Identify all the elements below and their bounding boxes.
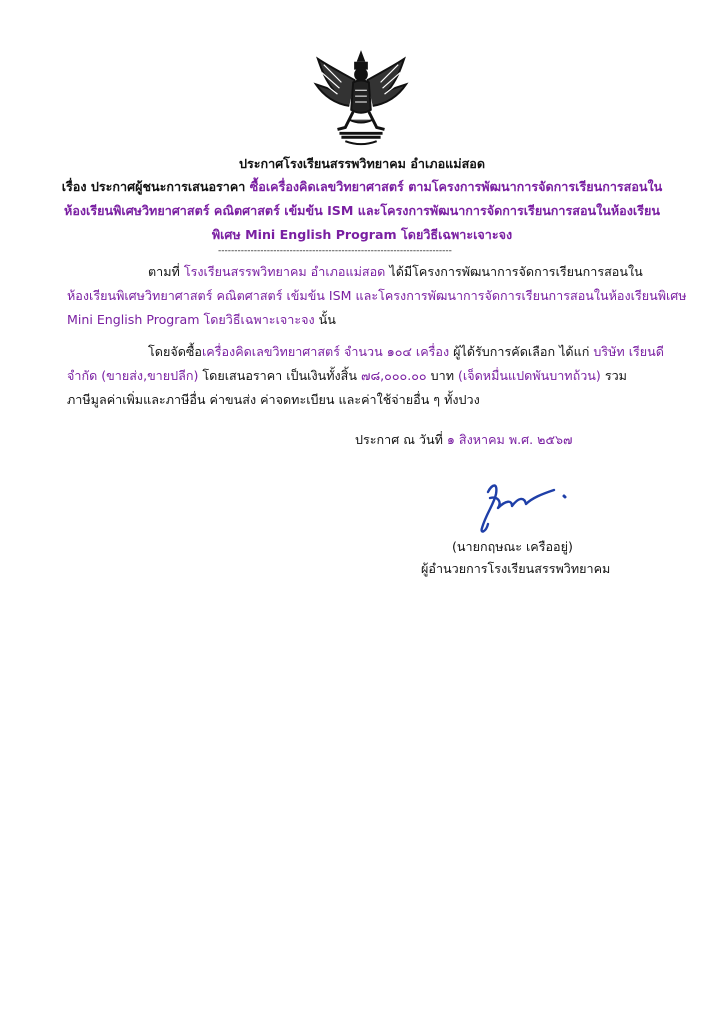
date-value: ๑ สิงหาคม พ.ศ. ๒๕๖๗	[446, 432, 573, 447]
paragraph-1-line-1	[148, 264, 643, 280]
paragraph-1-line-3	[67, 312, 336, 328]
p1-text-a: ตามที่	[148, 264, 180, 279]
subject-line-1	[0, 179, 724, 195]
paragraph-1-line-2	[67, 288, 687, 304]
p1-school-name: โรงเรียนสรรพวิทยาคม อำเภอแม่สอด	[183, 264, 386, 279]
p2-text-b: โดยเสนอราคา เป็นเงินทั้งสิ้น	[202, 368, 357, 383]
p2-text-c: ผู้ได้รับการคัดเลือก ได้แก่	[453, 344, 590, 359]
paragraph-2-line-1	[148, 344, 664, 360]
subject-line3-text: พิเศษ Mini English Program โดยวิธีเฉพาะเจาะจง	[211, 227, 513, 242]
p2-line3-text: ภาษีมูลค่าเพิ่มและภาษีอื่น ค่าขนส่ง ค่าจดทะเบียน และค่าใช้จ่ายอื่น ๆ ทั้งปวง	[67, 392, 480, 407]
p1-text-c: ได้มีโครงการพัฒนาการจัดการเรียนการสอนใน	[389, 264, 643, 279]
p2-vendor: บริษัท เรียนดี	[593, 344, 664, 359]
p1-line3-end: นั้น	[318, 312, 336, 327]
date-prefix: ประกาศ ณ วันที่	[355, 432, 443, 447]
signatory-position-text: ผู้อำนวยการโรงเรียนสรรพวิทยาคม	[421, 561, 611, 576]
paragraph-2-line-3	[67, 392, 480, 408]
subject-line-2	[0, 203, 724, 219]
p1-line2-text: ห้องเรียนพิเศษวิทยาศาสตร์ คณิตศาสตร์ เข้มข้น ISM และโครงการพัฒนาการจัดการเรียนการสอนในห้องเรียนพิเศษ	[67, 288, 687, 303]
p2-amount-words: (เจ็ดหมื่นแปดพันบาทถ้วน)	[458, 368, 601, 383]
signatory-position	[421, 561, 610, 577]
signatory-name-text: (นายกฤษณะ เครืออยู่)	[452, 539, 573, 554]
subject-line-3	[0, 227, 724, 243]
p2-vendor-cont: จำกัด (ขายส่ง,ขายปลีก)	[67, 368, 199, 383]
signatory-name	[452, 539, 573, 555]
announcement-header	[0, 156, 724, 172]
p2-text-a: โดยจัดซื้อ	[148, 344, 202, 359]
garuda-emblem-icon	[312, 50, 410, 150]
subject-prefix: เรื่อง ประกาศผู้ชนะการเสนอราคา	[61, 179, 246, 194]
handwritten-signature	[468, 474, 568, 536]
header-text: ประกาศโรงเรียนสรรพวิทยาคม อำเภอแม่สอด	[238, 156, 486, 171]
subject-line2-text: ห้องเรียนพิเศษวิทยาศาสตร์ คณิตศาสตร์ เข้มข้น ISM และโครงการพัฒนาการจัดการเรียนการสอนในห้องเรียน	[64, 203, 660, 218]
p1-program-name: Mini English Program โดยวิธีเฉพาะเจาะจง	[67, 312, 315, 327]
p2-amount: ๗๘,๐๐๐.๐๐	[360, 368, 427, 383]
p2-text-f: รวม	[604, 368, 627, 383]
p2-currency: บาท	[430, 368, 454, 383]
paragraph-2-line-2	[67, 368, 627, 384]
subject-line1-rest: ซื้อเครื่องคิดเลขวิทยาศาสตร์ ตามโครงการพัฒนาการจัดการเรียนการสอนใน	[249, 179, 663, 194]
p2-item: เครื่องคิดเลขวิทยาศาสตร์ จำนวน ๑๐๔ เครื่อง	[202, 344, 450, 359]
announcement-date	[355, 432, 572, 448]
separator-line: ------------------------------------------------------------------------	[218, 247, 452, 255]
